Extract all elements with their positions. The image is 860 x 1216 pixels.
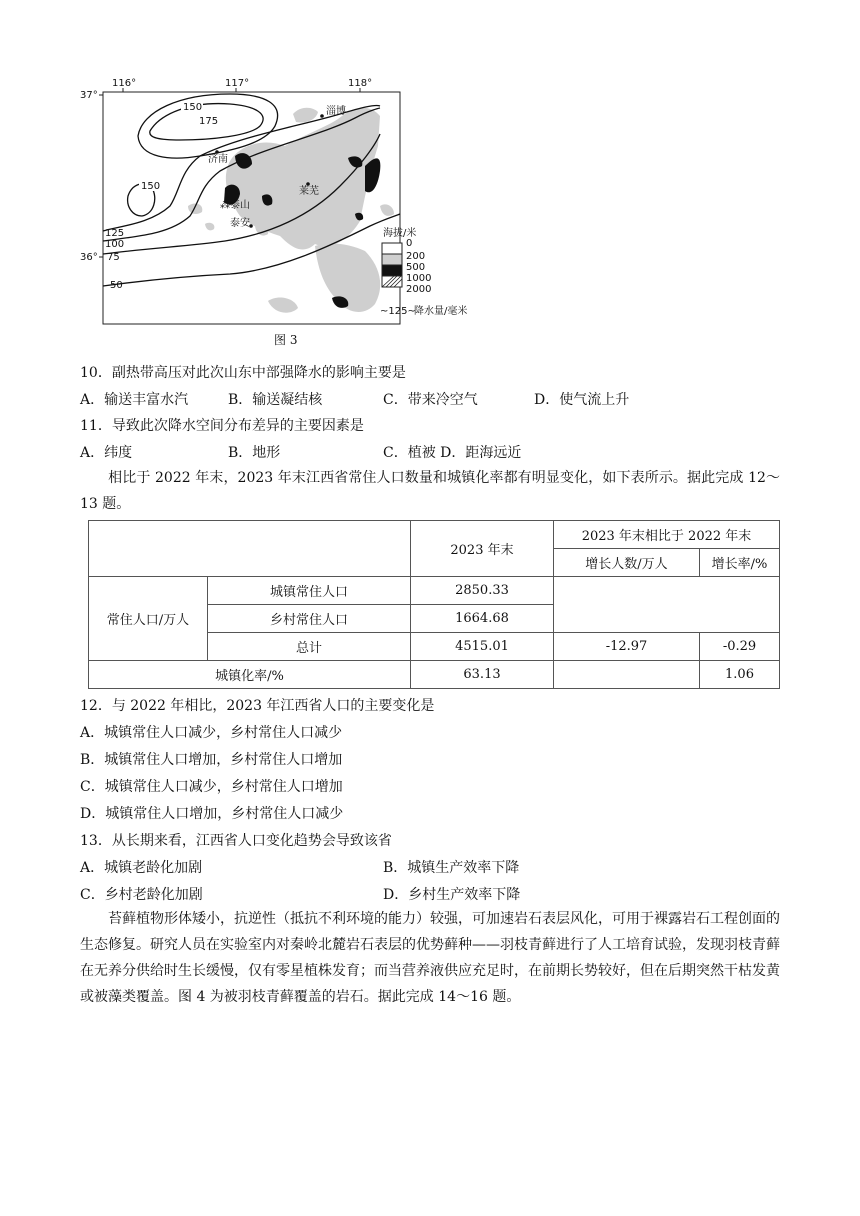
figure-caption: 图 3: [274, 333, 298, 347]
intro-14-16-text: 苔藓植物形体矮小，抗逆性（抵抗不利环境的能力）较强，可加速岩石表层风化，可用于裸露岩石工程创面的生态修复。研究人员在实验室内对秦岭北麓岩石表层的优势藓种——羽枝青藓进行了人工培育试验，发现羽枝青藓在无养分供给时生长缓慢，仅有零星植株发育；而当营养液供应充足时，在前期长势较好，但在后期突然干枯发黄或被藻类覆盖。图 4 为被羽枝青藓覆盖的岩石。据此完成 14～16 题。: [80, 911, 780, 1005]
lon-label-117: 117°: [225, 78, 250, 89]
legend-title: 海拔/米: [383, 228, 417, 239]
lon-label-118: 118°: [348, 78, 373, 89]
legend-isohyet-label: 降水量/毫米: [414, 306, 468, 317]
table-header-compare: 2023 年末相比于 2022 年末: [554, 521, 780, 549]
table-cell-rural-2023: 1664.68: [411, 605, 554, 633]
q13-option-b: B．城镇生产效率下降: [383, 860, 520, 876]
q11-option-b: B．地形: [228, 445, 281, 461]
contour-label-150-west: 150: [141, 181, 161, 192]
table-row-label-rural: 乡村常住人口: [208, 605, 411, 633]
lon-label-116: 116°: [112, 78, 137, 89]
table-cell-blank-merged: [554, 577, 780, 633]
contour-label-50: 50: [110, 280, 123, 291]
intro-14-16: [80, 906, 780, 1010]
q11-option-cd: C．植被 D．距海远近: [383, 445, 522, 461]
table-cell-total-increase: -12.97: [554, 633, 700, 661]
q10-option-c: C．带来冷空气: [383, 392, 478, 408]
legend-level-200: 200: [406, 251, 426, 262]
table-cell-urbanization-2023: 63.13: [411, 661, 554, 689]
peak-taishan-icon: ⁂: [220, 200, 230, 211]
table-group-label: 常住人口/万人: [89, 577, 208, 661]
q13-option-a: A．城镇老龄化加剧: [80, 860, 203, 876]
contour-label-175: 175: [199, 116, 219, 127]
table-row-label-total: 总计: [208, 633, 411, 661]
q10-option-a: A．输送丰富水汽: [80, 392, 189, 408]
table-header-increase-number: 增长人数/万人: [554, 549, 700, 577]
table-cell-total-rate: -0.29: [700, 633, 780, 661]
contour-label-125: 125: [105, 228, 125, 239]
lat-label-36: 36°: [80, 252, 98, 263]
city-zibo: 淄博: [326, 106, 346, 117]
population-table: [88, 520, 780, 689]
table-row-label-urban: 城镇常住人口: [208, 577, 411, 605]
q12-option-c: C．城镇常住人口减少，乡村常住人口增加: [80, 779, 343, 795]
table-cell-urbanization-increase: [554, 661, 700, 689]
question-13-stem: 13．从长期来看，江西省人口变化趋势会导致该省: [80, 833, 392, 849]
table-cell-urbanization-rate: 1.06: [700, 661, 780, 689]
lat-label-37: 37°: [80, 90, 98, 101]
city-jinan: 济南: [208, 154, 228, 165]
city-laiwu: 莱芜: [299, 186, 319, 197]
q10-option-d: D．使气流上升: [534, 392, 630, 408]
precipitation-map: [80, 76, 480, 326]
legend-level-500: 500: [406, 262, 426, 273]
table-blank-corner: [89, 521, 411, 577]
q12-option-d: D．城镇常住人口增加，乡村常住人口减少: [80, 806, 344, 822]
question-12-stem: 12．与 2022 年相比，2023 年江西省人口的主要变化是: [80, 698, 435, 714]
table-row-label-urbanization: 城镇化率/%: [89, 661, 411, 689]
q10-option-b: B．输送凝结核: [228, 392, 323, 408]
table-header-increase-rate: 增长率/%: [700, 549, 780, 577]
contour-label-100: 100: [105, 239, 125, 250]
legend-level-0: 0: [406, 238, 413, 249]
contour-label-150-north: 150: [183, 102, 203, 113]
table-header-2023: 2023 年末: [411, 521, 554, 577]
q12-option-a: A．城镇常住人口减少，乡村常住人口减少: [80, 725, 343, 741]
legend-level-1000: 1000: [406, 273, 432, 284]
intro-12-13-text: 相比于 2022 年末，2023 年末江西省常住人口数量和城镇化率都有明显变化，如下表所示。据此完成 12～13 题。: [80, 470, 780, 512]
table-cell-total-2023: 4515.01: [411, 633, 554, 661]
contour-label-75: 75: [107, 252, 120, 263]
city-taishan: 泰山: [230, 200, 250, 211]
table-cell-urban-2023: 2850.33: [411, 577, 554, 605]
legend-isohyet-sample: ~125~: [380, 306, 416, 317]
legend-level-2000: 2000: [406, 284, 432, 295]
question-10-stem: 10．副热带高压对此次山东中部强降水的影响主要是: [80, 365, 406, 381]
question-11-stem: 11．导致此次降水空间分布差异的主要因素是: [80, 418, 364, 434]
q13-option-c: C．乡村老龄化加剧: [80, 887, 203, 903]
q13-option-d: D．乡村生产效率下降: [383, 887, 521, 903]
city-taian: 泰安: [230, 218, 250, 229]
q11-option-a: A．纬度: [80, 445, 133, 461]
q12-option-b: B．城镇常住人口增加，乡村常住人口增加: [80, 752, 343, 768]
intro-12-13: [80, 465, 780, 517]
